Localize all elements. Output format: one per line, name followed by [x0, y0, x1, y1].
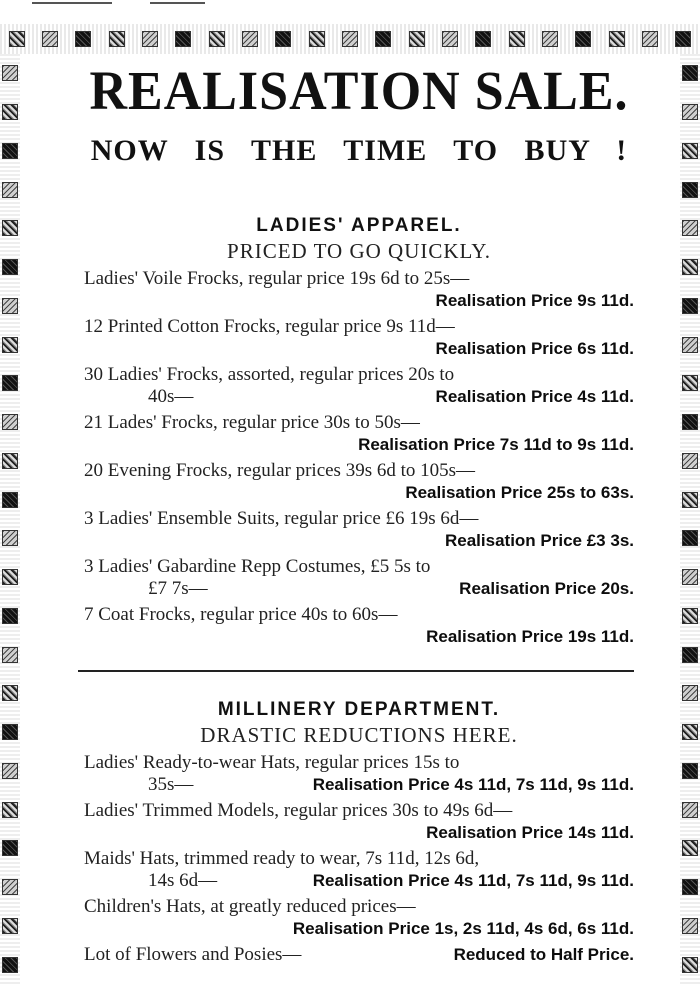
item-description: Maids' Hats, trimmed ready to wear, 7s 11d, 12s 6d,	[84, 848, 480, 869]
item-price: Realisation Price 4s 11d.	[435, 387, 634, 406]
border-block	[682, 763, 698, 779]
item-price: Realisation Price 14s 11d.	[426, 823, 634, 842]
border-block	[682, 298, 698, 314]
item-description: Ladies' Voile Frocks, regular price 19s 6d to 25s—	[84, 268, 470, 289]
item-description: 3 Ladies' Ensemble Suits, regular price £6 19s 6d—	[84, 508, 479, 529]
border-block	[242, 31, 258, 47]
border-block	[2, 143, 18, 159]
list-item	[84, 364, 634, 408]
border-block	[2, 414, 18, 430]
border-block	[342, 31, 358, 47]
border-block	[475, 31, 491, 47]
item-description: Ladies' Ready-to-wear Hats, regular prices 15s to	[84, 752, 460, 773]
millinery-section	[84, 698, 634, 966]
border-block	[682, 259, 698, 275]
border-block	[682, 337, 698, 353]
item-price: Realisation Price 20s.	[459, 579, 634, 598]
item-description: 20 Evening Frocks, regular prices 39s 6d to 105s—	[84, 460, 476, 481]
border-block	[682, 879, 698, 895]
border-block	[682, 569, 698, 585]
border-block	[309, 31, 325, 47]
top-rule	[150, 2, 205, 4]
list-item	[84, 268, 634, 312]
border-block	[2, 453, 18, 469]
border-block	[209, 31, 225, 47]
section-subheading: DRASTIC REDUCTIONS HERE.	[200, 723, 518, 747]
border-block	[75, 31, 91, 47]
border-block	[2, 530, 18, 546]
border-block	[575, 31, 591, 47]
border-block	[642, 31, 658, 47]
border-block	[609, 31, 625, 47]
item-description: 7 Coat Frocks, regular price 40s to 60s—	[84, 604, 398, 625]
border-block	[682, 608, 698, 624]
border-block	[2, 375, 18, 391]
item-description: Children's Hats, at greatly reduced prices—	[84, 896, 416, 917]
border-block	[2, 724, 18, 740]
decorative-border-left	[0, 54, 20, 984]
decorative-border-right	[680, 54, 700, 984]
list-item	[84, 508, 634, 552]
border-block	[2, 879, 18, 895]
border-block	[2, 763, 18, 779]
border-block	[142, 31, 158, 47]
list-item	[84, 896, 634, 940]
section-heading: MILLINERY DEPARTMENT.	[217, 699, 501, 720]
list-item	[84, 604, 634, 648]
border-block	[682, 375, 698, 391]
section-heading: LADIES' APPAREL.	[256, 215, 462, 236]
border-block	[682, 918, 698, 934]
border-block	[682, 143, 698, 159]
border-block	[2, 957, 18, 973]
item-description-cont: 14s 6d—	[148, 870, 218, 891]
border-block	[682, 492, 698, 508]
border-block	[2, 298, 18, 314]
border-block	[275, 31, 291, 47]
section-divider	[78, 670, 634, 672]
advertisement	[84, 56, 634, 966]
border-block	[682, 957, 698, 973]
item-price: Realisation Price 9s 11d.	[435, 291, 634, 310]
item-price: Realisation Price 19s 11d.	[426, 627, 634, 646]
border-block	[2, 104, 18, 120]
border-block	[2, 337, 18, 353]
item-description: 12 Printed Cotton Frocks, regular price 9s 11d—	[84, 316, 455, 337]
item-price: Realisation Price £3 3s.	[445, 531, 634, 550]
border-block	[2, 65, 18, 81]
border-block	[409, 31, 425, 47]
border-block	[2, 918, 18, 934]
item-description-cont: £7 7s—	[148, 578, 208, 599]
item-price: Realisation Price 4s 11d, 7s 11d, 9s 11d.	[312, 871, 634, 890]
list-item	[84, 316, 634, 360]
border-block	[442, 31, 458, 47]
item-price: Realisation Price 1s, 2s 11d, 4s 6d, 6s 11d.	[292, 919, 634, 938]
border-block	[2, 259, 18, 275]
border-block	[682, 414, 698, 430]
item-description-cont: 40s—	[148, 386, 194, 407]
sale-tagline: NOW IS THE TIME TO BUY !	[90, 134, 628, 167]
ladies-apparel-section	[84, 214, 634, 648]
border-block	[2, 608, 18, 624]
item-description: 3 Ladies' Gabardine Repp Costumes, £5 5s to	[84, 556, 431, 577]
border-block	[2, 220, 18, 236]
border-block	[542, 31, 558, 47]
border-block	[509, 31, 525, 47]
item-price: Realisation Price 25s to 63s.	[405, 483, 634, 502]
border-block	[682, 104, 698, 120]
border-block	[9, 31, 25, 47]
border-block	[2, 492, 18, 508]
border-block	[2, 840, 18, 856]
border-block	[682, 647, 698, 663]
item-description: 21 Lades' Frocks, regular price 30s to 50s—	[84, 412, 420, 433]
item-description-cont: 35s—	[148, 774, 194, 795]
border-block	[682, 724, 698, 740]
list-item	[84, 944, 634, 966]
border-block	[682, 530, 698, 546]
border-block	[675, 31, 691, 47]
section-subheading: PRICED TO GO QUICKLY.	[227, 239, 491, 263]
item-price: Realisation Price 7s 11d to 9s 11d.	[358, 435, 634, 454]
list-item	[84, 412, 634, 456]
item-price: Realisation Price 4s 11d, 7s 11d, 9s 11d.	[312, 775, 634, 794]
list-item	[84, 752, 634, 796]
border-block	[2, 569, 18, 585]
list-item	[84, 460, 634, 504]
sale-title: REALISATION SALE.	[89, 61, 629, 122]
item-price: Realisation Price 6s 11d.	[435, 339, 634, 358]
border-block	[682, 65, 698, 81]
border-block	[375, 31, 391, 47]
item-description: Lot of Flowers and Posies—	[84, 944, 302, 965]
border-block	[2, 685, 18, 701]
top-rule	[32, 2, 112, 4]
border-block	[682, 840, 698, 856]
border-block	[682, 685, 698, 701]
border-block	[175, 31, 191, 47]
list-item	[84, 800, 634, 844]
list-item	[84, 556, 634, 600]
list-item	[84, 848, 634, 892]
border-block	[682, 220, 698, 236]
border-block	[2, 647, 18, 663]
item-price: Reduced to Half Price.	[453, 945, 634, 964]
border-block	[109, 31, 125, 47]
border-block	[2, 802, 18, 818]
border-block	[42, 31, 58, 47]
item-description: Ladies' Trimmed Models, regular prices 30s to 49s 6d—	[84, 800, 513, 821]
border-block	[682, 802, 698, 818]
border-block	[2, 182, 18, 198]
decorative-border-top	[0, 24, 700, 54]
border-block	[682, 182, 698, 198]
border-block	[682, 453, 698, 469]
item-description: 30 Ladies' Frocks, assorted, regular prices 20s to	[84, 364, 455, 385]
